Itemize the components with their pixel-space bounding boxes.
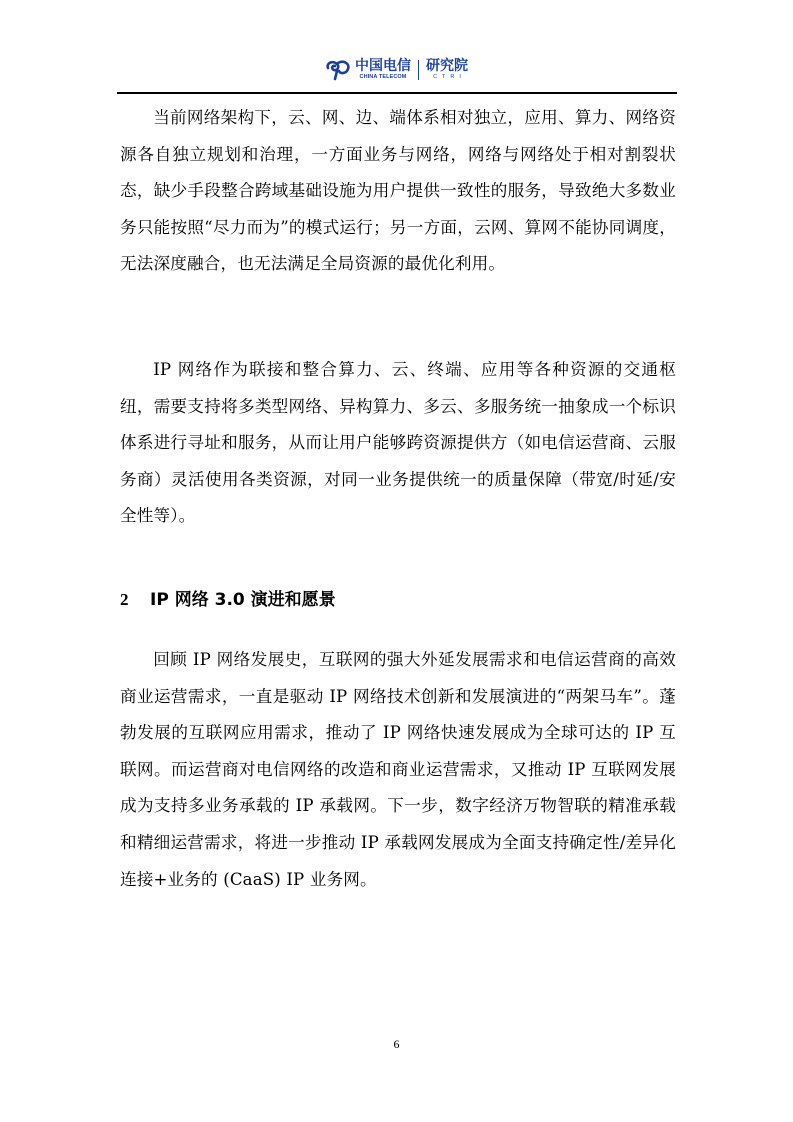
logo-divider [418, 60, 419, 80]
logo-chinese-name: 中国电信 [355, 58, 411, 75]
section-title: IP 网络 3.0 演进和愿景 [150, 590, 336, 610]
section-body [120, 642, 676, 898]
header-divider [117, 92, 677, 94]
section-number: 2 [120, 590, 129, 609]
china-telecom-mark-icon [325, 59, 351, 81]
paragraph: 当前网络架构下，云、网、边、端体系相对独立，应用、算力、网络资源各自独立规划和治理，一方面业务与网络，网络与网络处于相对割裂状态，缺少手段整合跨域基础设施为用户提供一致性的服务，导致绝大多数业务只能按照“尽力而为”的模式运行；另一方面，云网、算网不能协同调度，无法深度融合，也无法满足全局资源的最优化利用。 [120, 108, 676, 274]
section-heading [120, 585, 336, 615]
body-text-block [120, 100, 676, 283]
paragraph: 回顾 IP 网络发展史，互联网的强大外延发展需求和电信运营商的高效商业运营需求，一直是驱动 IP 网络技术创新和发展演进的“两架马车”。蓬勃发展的互联网应用需求，推动了 IP 网络快速发展成为全球可达的 IP 互联网。而运营商对电信网络的改造和商业运营需求，又推动 IP 互联网发展成为支持多业务承载的 IP 承载网。下一步，数字经济万物智联的精准承载和精细运营需求，将进一步推动 IP 承载网发展成为全面支持确定性/差异化连接+业务的 (CaaS) IP 业务网。 [120, 650, 676, 889]
logo-english-name: CHINA TELECOM [359, 74, 407, 81]
institute-name: 研究院 [426, 58, 468, 75]
page-number: 6 [393, 1037, 400, 1051]
institute-abbrev: CTRI [433, 74, 466, 81]
body-text-block [120, 352, 676, 535]
page-header [0, 52, 793, 88]
china-telecom-logo [325, 59, 468, 81]
paragraph: IP 网络作为联接和整合算力、云、终端、应用等各种资源的交通枢纽，需要支持将多类型网络、异构算力、多云、多服务统一抽象成一个标识体系进行寻址和服务，从而让用户能够跨资源提供方（如电信运营商、云服务商）灵活使用各类资源，对同一业务提供统一的质量保障（带宽/时延/安全性等）。 [120, 360, 676, 526]
